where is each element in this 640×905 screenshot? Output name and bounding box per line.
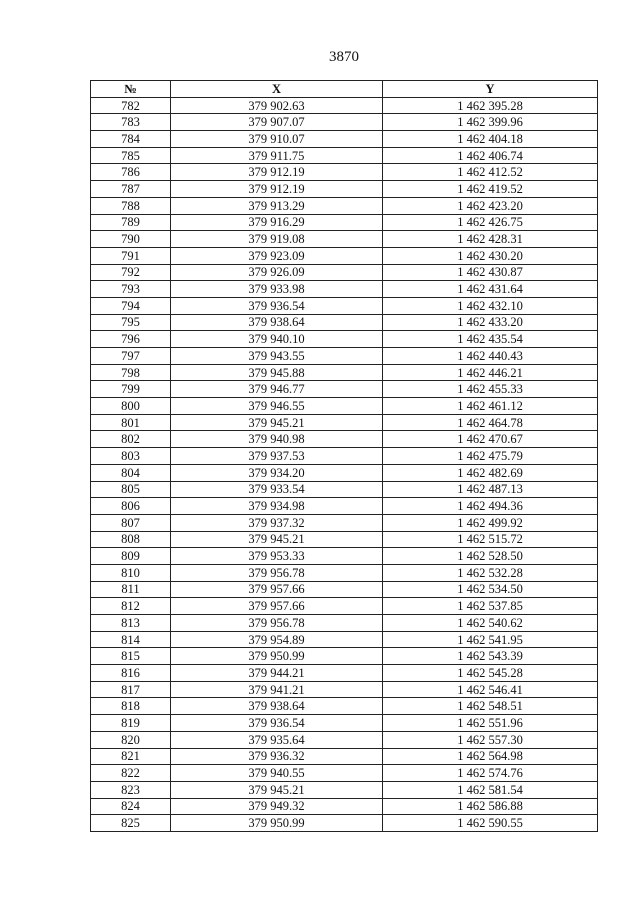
table-row	[91, 498, 598, 515]
cell-number: 820	[91, 731, 171, 748]
cell-y: 1 462 461.12	[383, 398, 598, 415]
cell-number: 793	[91, 281, 171, 298]
cell-x: 379 946.55	[171, 398, 383, 415]
cell-x: 379 936.54	[171, 715, 383, 732]
cell-y: 1 462 433.20	[383, 314, 598, 331]
cell-x: 379 934.20	[171, 464, 383, 481]
cell-number: 792	[91, 264, 171, 281]
header-number: №	[91, 81, 171, 98]
cell-x: 379 911.75	[171, 147, 383, 164]
cell-number: 789	[91, 214, 171, 231]
table-row	[91, 164, 598, 181]
cell-x: 379 933.54	[171, 481, 383, 498]
cell-number: 797	[91, 348, 171, 365]
table-row	[91, 464, 598, 481]
cell-y: 1 462 581.54	[383, 781, 598, 798]
cell-number: 812	[91, 598, 171, 615]
cell-number: 822	[91, 765, 171, 782]
cell-number: 785	[91, 147, 171, 164]
cell-y: 1 462 528.50	[383, 548, 598, 565]
table-row	[91, 715, 598, 732]
cell-x: 379 945.21	[171, 531, 383, 548]
table-row	[91, 514, 598, 531]
table-row	[91, 331, 598, 348]
cell-y: 1 462 430.87	[383, 264, 598, 281]
table-row	[91, 598, 598, 615]
cell-y: 1 462 551.96	[383, 715, 598, 732]
cell-y: 1 462 487.13	[383, 481, 598, 498]
cell-y: 1 462 532.28	[383, 564, 598, 581]
cell-x: 379 913.29	[171, 197, 383, 214]
cell-y: 1 462 546.41	[383, 681, 598, 698]
cell-x: 379 934.98	[171, 498, 383, 515]
cell-number: 818	[91, 698, 171, 715]
cell-y: 1 462 419.52	[383, 181, 598, 198]
table-body	[91, 97, 598, 831]
table-row	[91, 581, 598, 598]
cell-number: 800	[91, 398, 171, 415]
cell-y: 1 462 435.54	[383, 331, 598, 348]
cell-x: 379 954.89	[171, 631, 383, 648]
table-row	[91, 247, 598, 264]
cell-number: 798	[91, 364, 171, 381]
cell-number: 825	[91, 815, 171, 832]
table-row	[91, 231, 598, 248]
table-row	[91, 281, 598, 298]
cell-x: 379 943.55	[171, 348, 383, 365]
cell-x: 379 945.21	[171, 414, 383, 431]
cell-y: 1 462 406.74	[383, 147, 598, 164]
table-row	[91, 131, 598, 148]
cell-y: 1 462 440.43	[383, 348, 598, 365]
cell-x: 379 938.64	[171, 314, 383, 331]
cell-x: 379 956.78	[171, 564, 383, 581]
cell-number: 823	[91, 781, 171, 798]
table-row	[91, 181, 598, 198]
cell-number: 803	[91, 448, 171, 465]
table-row	[91, 815, 598, 832]
cell-x: 379 923.09	[171, 247, 383, 264]
cell-y: 1 462 482.69	[383, 464, 598, 481]
table-row	[91, 564, 598, 581]
cell-number: 790	[91, 231, 171, 248]
cell-number: 809	[91, 548, 171, 565]
cell-number: 824	[91, 798, 171, 815]
cell-number: 805	[91, 481, 171, 498]
table-row	[91, 314, 598, 331]
table-row	[91, 364, 598, 381]
cell-x: 379 957.66	[171, 598, 383, 615]
cell-number: 799	[91, 381, 171, 398]
cell-x: 379 937.53	[171, 448, 383, 465]
table-row	[91, 481, 598, 498]
table-row	[91, 214, 598, 231]
cell-number: 811	[91, 581, 171, 598]
cell-x: 379 945.88	[171, 364, 383, 381]
cell-number: 804	[91, 464, 171, 481]
table-row	[91, 264, 598, 281]
cell-number: 795	[91, 314, 171, 331]
coordinates-table	[90, 80, 598, 832]
cell-x: 379 950.99	[171, 815, 383, 832]
cell-number: 796	[91, 331, 171, 348]
cell-y: 1 462 541.95	[383, 631, 598, 648]
table-row	[91, 431, 598, 448]
cell-x: 379 940.10	[171, 331, 383, 348]
cell-y: 1 462 446.21	[383, 364, 598, 381]
table-row	[91, 731, 598, 748]
cell-y: 1 462 412.52	[383, 164, 598, 181]
header-row	[91, 81, 598, 98]
cell-number: 783	[91, 114, 171, 131]
cell-y: 1 462 399.96	[383, 114, 598, 131]
cell-y: 1 462 574.76	[383, 765, 598, 782]
table-row	[91, 781, 598, 798]
cell-y: 1 462 475.79	[383, 448, 598, 465]
cell-y: 1 462 432.10	[383, 297, 598, 314]
cell-x: 379 936.54	[171, 297, 383, 314]
table-row	[91, 631, 598, 648]
table-row	[91, 698, 598, 715]
cell-x: 379 945.21	[171, 781, 383, 798]
cell-x: 379 916.29	[171, 214, 383, 231]
cell-y: 1 462 590.55	[383, 815, 598, 832]
cell-x: 379 940.55	[171, 765, 383, 782]
page-number: 3870	[329, 49, 359, 65]
cell-x: 379 938.64	[171, 698, 383, 715]
table-row	[91, 348, 598, 365]
cell-x: 379 912.19	[171, 181, 383, 198]
cell-x: 379 950.99	[171, 648, 383, 665]
cell-number: 786	[91, 164, 171, 181]
cell-x: 379 936.32	[171, 748, 383, 765]
cell-number: 788	[91, 197, 171, 214]
table-row	[91, 748, 598, 765]
table-row	[91, 448, 598, 465]
cell-x: 379 944.21	[171, 665, 383, 682]
cell-x: 379 933.98	[171, 281, 383, 298]
cell-y: 1 462 494.36	[383, 498, 598, 515]
cell-number: 787	[91, 181, 171, 198]
cell-y: 1 462 534.50	[383, 581, 598, 598]
cell-y: 1 462 430.20	[383, 247, 598, 264]
cell-number: 814	[91, 631, 171, 648]
cell-number: 815	[91, 648, 171, 665]
cell-y: 1 462 464.78	[383, 414, 598, 431]
cell-x: 379 907.07	[171, 114, 383, 131]
cell-x: 379 926.09	[171, 264, 383, 281]
cell-number: 802	[91, 431, 171, 448]
cell-y: 1 462 548.51	[383, 698, 598, 715]
cell-number: 784	[91, 131, 171, 148]
cell-y: 1 462 455.33	[383, 381, 598, 398]
cell-number: 791	[91, 247, 171, 264]
cell-x: 379 912.19	[171, 164, 383, 181]
cell-y: 1 462 428.31	[383, 231, 598, 248]
cell-number: 817	[91, 681, 171, 698]
table-row	[91, 97, 598, 114]
cell-x: 379 937.32	[171, 514, 383, 531]
cell-x: 379 902.63	[171, 97, 383, 114]
table-row	[91, 381, 598, 398]
cell-y: 1 462 543.39	[383, 648, 598, 665]
cell-x: 379 940.98	[171, 431, 383, 448]
cell-number: 821	[91, 748, 171, 765]
cell-y: 1 462 499.92	[383, 514, 598, 531]
cell-y: 1 462 586.88	[383, 798, 598, 815]
table-row	[91, 648, 598, 665]
table-row	[91, 681, 598, 698]
table-header	[91, 81, 598, 98]
table-row	[91, 665, 598, 682]
table-row	[91, 147, 598, 164]
cell-x: 379 919.08	[171, 231, 383, 248]
table-row	[91, 414, 598, 431]
cell-number: 816	[91, 665, 171, 682]
cell-x: 379 946.77	[171, 381, 383, 398]
cell-number: 813	[91, 615, 171, 632]
cell-y: 1 462 564.98	[383, 748, 598, 765]
cell-y: 1 462 404.18	[383, 131, 598, 148]
cell-y: 1 462 557.30	[383, 731, 598, 748]
cell-number: 782	[91, 97, 171, 114]
cell-y: 1 462 540.62	[383, 615, 598, 632]
cell-number: 807	[91, 514, 171, 531]
table-row	[91, 765, 598, 782]
cell-number: 794	[91, 297, 171, 314]
cell-number: 806	[91, 498, 171, 515]
cell-y: 1 462 395.28	[383, 97, 598, 114]
table-row	[91, 548, 598, 565]
cell-x: 379 941.21	[171, 681, 383, 698]
table-row	[91, 531, 598, 548]
cell-y: 1 462 545.28	[383, 665, 598, 682]
cell-number: 810	[91, 564, 171, 581]
cell-number: 819	[91, 715, 171, 732]
cell-x: 379 957.66	[171, 581, 383, 598]
table-row	[91, 398, 598, 415]
table-row	[91, 798, 598, 815]
table-row	[91, 197, 598, 214]
cell-y: 1 462 515.72	[383, 531, 598, 548]
cell-x: 379 910.07	[171, 131, 383, 148]
header-y: Y	[383, 81, 598, 98]
cell-x: 379 953.33	[171, 548, 383, 565]
table-row	[91, 615, 598, 632]
cell-number: 808	[91, 531, 171, 548]
cell-x: 379 956.78	[171, 615, 383, 632]
cell-y: 1 462 537.85	[383, 598, 598, 615]
cell-y: 1 462 470.67	[383, 431, 598, 448]
cell-y: 1 462 426.75	[383, 214, 598, 231]
cell-number: 801	[91, 414, 171, 431]
header-x: X	[171, 81, 383, 98]
table-row	[91, 114, 598, 131]
cell-x: 379 935.64	[171, 731, 383, 748]
cell-y: 1 462 423.20	[383, 197, 598, 214]
table-row	[91, 297, 598, 314]
cell-x: 379 949.32	[171, 798, 383, 815]
cell-y: 1 462 431.64	[383, 281, 598, 298]
